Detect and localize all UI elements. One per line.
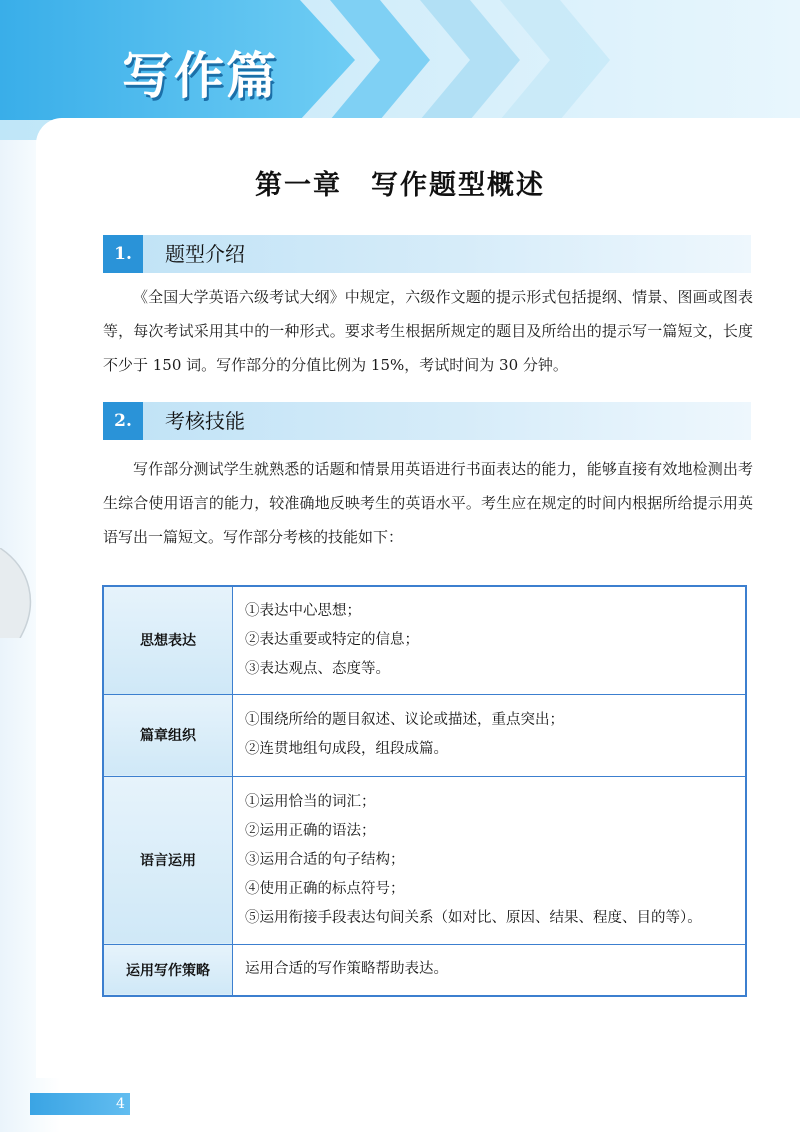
- table-category: 运用写作策略: [103, 944, 233, 996]
- list-item: ①表达中心思想；: [245, 602, 361, 619]
- section-paragraph-1: 《全国大学英语六级考试大纲》中规定，六级作文题的提示形式包括提纲、情景、图画或图表等，每次考试采用其中的一种形式。要求考生根据所规定的题目及所给出的提示写一篇短文，长度不少于 150 词。写作部分的分值比例为 15%，考试时间为 30 分钟。: [103, 288, 753, 374]
- banner-title: 写作篇: [122, 47, 278, 105]
- skills-table: [102, 585, 747, 997]
- section-number: 2.: [103, 402, 143, 440]
- section-header-2: [103, 402, 751, 440]
- table-description: [233, 586, 747, 694]
- table-description: [233, 776, 747, 944]
- section-number: 1.: [103, 235, 143, 273]
- section-heading: 考核技能: [165, 409, 245, 433]
- list-item: ②表达重要或特定的信息；: [245, 631, 419, 648]
- page-number-tab: [30, 1093, 130, 1115]
- section-header-1: [103, 235, 751, 273]
- table-description: [233, 694, 747, 776]
- chapter-title: 第一章 写作题型概述: [255, 170, 545, 201]
- list-item: ①围绕所给的题目叙述、议论或描述，重点突出；: [245, 712, 564, 728]
- table-category: 语言运用: [103, 776, 233, 944]
- section-heading: 题型介绍: [165, 242, 245, 266]
- list-item: ②连贯地组句成段，组段成篇。: [245, 741, 448, 757]
- table-row: [103, 944, 746, 996]
- page-number: 4: [116, 1096, 125, 1112]
- list-item: ③表达观点、态度等。: [245, 660, 390, 677]
- list-item: ②运用正确的语法；: [245, 822, 376, 839]
- table-row: [103, 694, 746, 776]
- table-category: 思想表达: [103, 586, 233, 694]
- section-paragraph-2: 写作部分测试学生就熟悉的话题和情景用英语进行书面表达的能力，能够直接有效地检测出考生综合使用语言的能力，较准确地反映考生的英语水平。考生应在规定的时间内根据所给提示用英语写出一篇短文。写作部分考核的技能如下：: [103, 460, 753, 546]
- list-item: 运用合适的写作策略帮助表达。: [245, 961, 448, 978]
- list-item: ①运用恰当的词汇；: [245, 793, 376, 810]
- table-row: [103, 586, 746, 694]
- list-item: ⑤运用衔接手段表达句间关系（如对比、原因、结果、程度、目的等）。: [245, 909, 702, 926]
- page-curl-decoration: [0, 548, 40, 638]
- table-description: [233, 944, 747, 996]
- table-row: [103, 776, 746, 944]
- list-item: ③运用合适的句子结构；: [245, 851, 405, 868]
- list-item: ④使用正确的标点符号；: [245, 880, 405, 897]
- table-category: 篇章组织: [103, 694, 233, 776]
